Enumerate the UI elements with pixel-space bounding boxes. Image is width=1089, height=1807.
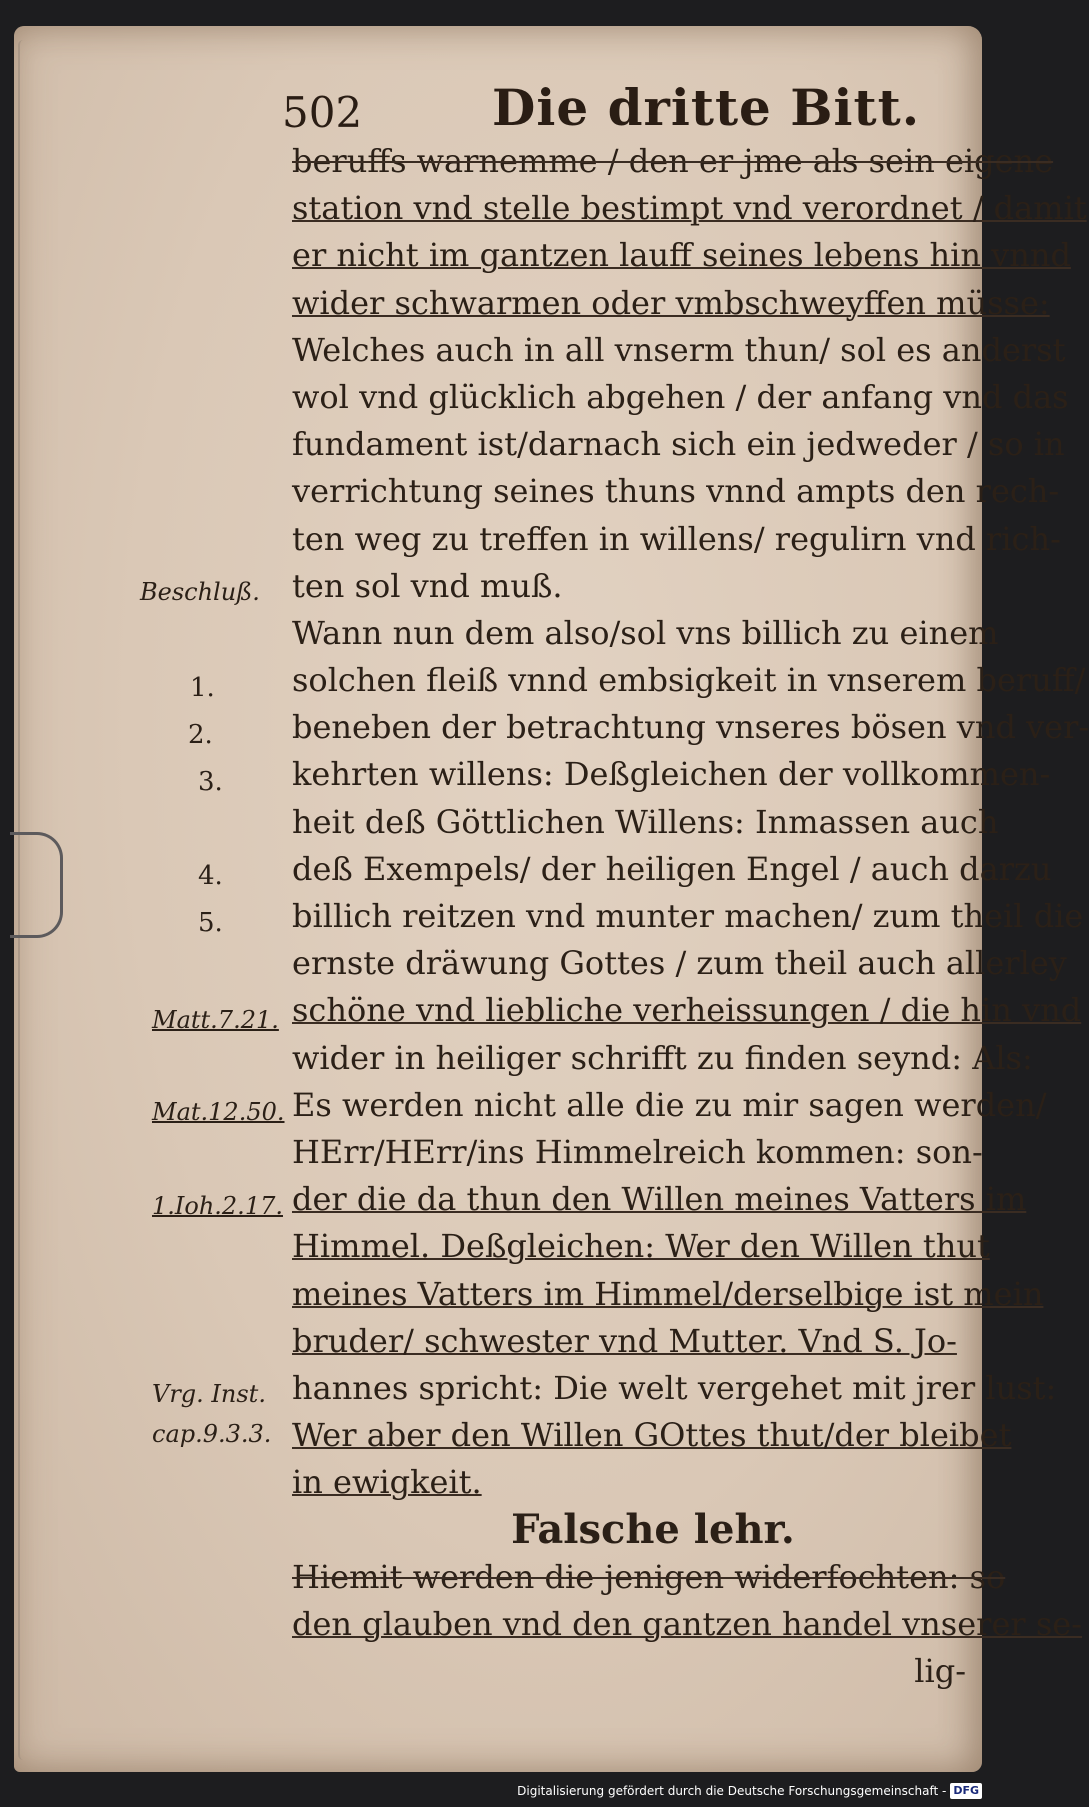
section-heading: Falsche lehr. xyxy=(511,1506,795,1554)
text-line: meines Vatters im Himmel/derselbige ist mein xyxy=(292,1274,1044,1313)
text-line: bruder/ schwester vnd Mutter. Vnd S. Jo- xyxy=(292,1321,957,1360)
text-line: verrichtung seines thuns vnnd ampts den rech- xyxy=(292,472,1060,511)
catchword: lig- xyxy=(914,1652,966,1690)
text-line: deß Exempels/ der heiligen Engel / auch darzu xyxy=(292,849,1052,888)
text-line: Himmel. Deßgleichen: Wer den Willen thut xyxy=(292,1227,990,1266)
text-line: wol vnd glücklich abgehen / der anfang vnd das xyxy=(292,377,1069,416)
text-line: Wer aber den Willen GOttes thut/der bleibet xyxy=(292,1416,1012,1455)
margin-ref-vrg: Vrg. Inst. xyxy=(152,1380,266,1408)
text-line: wider in heiliger schrifft zu finden seynd: Als: xyxy=(292,1038,1033,1077)
text-line: Hiemit werden die jenigen widerfochten: so xyxy=(292,1557,1006,1596)
margin-note-number: 3. xyxy=(198,767,223,797)
text-line: den glauben vnd den gantzen handel vnserer se- xyxy=(292,1604,1083,1643)
text-line: heit deß Göttlichen Willens: Inmassen auch xyxy=(292,802,999,841)
text-line: billich reitzen vnd munter machen/ zum theil die xyxy=(292,897,1084,935)
text-line: schöne vnd liebliche verheissungen / die hin vnd xyxy=(292,991,1082,1030)
text-line: er nicht im gantzen lauff seines lebens hin vnnd xyxy=(292,236,1071,275)
text-line: solchen fleiß vnnd embsigkeit in vnserem beruff/ xyxy=(292,661,1086,700)
text-line: Es werden nicht alle die zu mir sagen werden/ xyxy=(292,1085,1047,1124)
margin-note-number: 5. xyxy=(198,908,223,938)
page-header xyxy=(0,70,1000,140)
credit-text: Digitalisierung gefördert durch die Deutsche Forschungsgemeinschaft - xyxy=(517,1784,947,1798)
text-line: kehrten willens: Deßgleichen der vollkommen- xyxy=(292,755,1051,794)
margin-ref-matt: Matt.7.21. xyxy=(152,1006,279,1034)
margin-note-beschluss: Beschluß. xyxy=(140,578,260,606)
margin-note-number: 1. xyxy=(190,673,215,703)
body-text xyxy=(292,138,1089,1695)
text-line: hannes spricht: Die welt vergehet mit jrer lust: xyxy=(292,1368,1057,1407)
margin-note-number: 4. xyxy=(198,861,223,891)
text-line: ten weg zu treffen in willens/ regulirn vnd rich- xyxy=(292,519,1061,558)
margin-ref-matt: Mat.12.50. xyxy=(152,1098,285,1126)
text-line: Welches auch in all vnserm thun/ sol es anderst xyxy=(292,330,1066,369)
margin-note-number: 2. xyxy=(188,720,213,750)
text-line: in ewigkeit. xyxy=(292,1463,482,1502)
text-line: ernste dräwung Gottes / zum theil auch allerley xyxy=(292,944,1067,983)
text-line: ten sol vnd muß. xyxy=(292,566,563,605)
text-line: beruffs warnemme / den er jme als sein eigene xyxy=(292,142,1054,180)
running-title: Die dritte Bitt. xyxy=(492,78,921,137)
dfg-logo: DFG xyxy=(950,1783,982,1799)
text-line: station vnd stelle bestimpt vnd verordnet / damit xyxy=(292,189,1087,228)
margin-ref-john: 1.Ioh.2.17. xyxy=(152,1192,283,1220)
text-line: Wann nun dem also/sol vns billich zu einem xyxy=(292,613,999,652)
text-line: beneben der betrachtung vnseres bösen vnd ver- xyxy=(292,708,1089,747)
page-number: 502 xyxy=(282,88,363,137)
text-line: HErr/HErr/ins Himmelreich kommen: son- xyxy=(292,1132,983,1171)
digitization-credit xyxy=(517,1779,982,1803)
text-line: fundament ist/darnach sich ein jedweder / so in xyxy=(292,425,1065,464)
margin-ref-vrg: cap.9.3.3. xyxy=(152,1420,272,1448)
text-line: der die da thun den Willen meines Vatters im xyxy=(292,1180,1027,1219)
binding-clip xyxy=(10,832,63,938)
text-line: wider schwarmen oder vmbschweyffen müsse: xyxy=(292,283,1050,322)
